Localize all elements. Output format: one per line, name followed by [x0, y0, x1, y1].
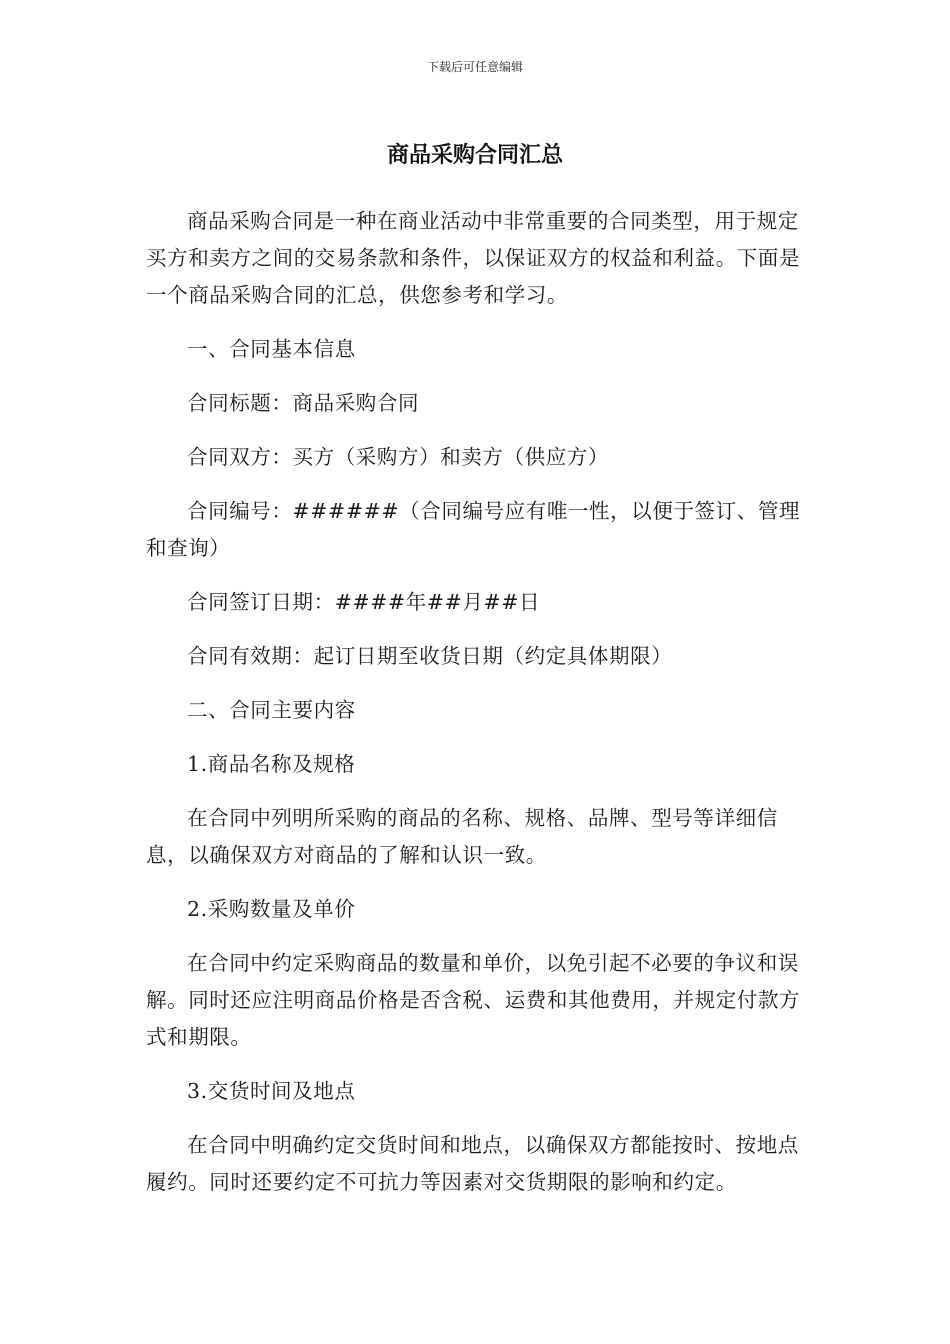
- section-heading-main-content: 二、合同主要内容: [187, 698, 356, 722]
- subheading-quantity-price: 2.采购数量及单价: [187, 897, 356, 921]
- paragraph-delivery: 在合同中明确约定交货时间和地点，以确保双方都能按时、按地点履约。同时还要约定不可抗力等因素对交货期限的影响和约定。: [146, 1133, 799, 1194]
- field-contract-parties: 合同双方：买方（采购方）和卖方（供应方）: [187, 445, 609, 469]
- header-note: 下载后可任意编辑: [426, 60, 523, 74]
- field-validity-period: 合同有效期：起订日期至收货日期（约定具体期限）: [187, 644, 673, 668]
- subheading-product-name: 1.商品名称及规格: [187, 752, 356, 776]
- paragraph-quantity-price: 在合同中约定采购商品的数量和单价，以免引起不必要的争议和误解。同时还应注明商品价格是否含税、运费和其他费用，并规定付款方式和期限。: [146, 951, 801, 1049]
- field-signing-date: 合同签订日期：####年##月##日: [187, 590, 541, 614]
- paragraph-product-name: 在合同中列明所采购的商品的名称、规格、品牌、型号等详细信息，以确保双方对商品的了解和认识一致。: [146, 806, 778, 867]
- field-contract-title: 合同标题：商品采购合同: [187, 391, 420, 415]
- section-heading-basic-info: 一、合同基本信息: [187, 337, 356, 361]
- field-contract-number: 合同编号：######（合同编号应有唯一性，以便于签订、管理和查询）: [146, 499, 801, 560]
- document-body: [146, 203, 810, 1218]
- paragraph-intro: 商品采购合同是一种在商业活动中非常重要的合同类型，用于规定买方和卖方之间的交易条款和条件，以保证双方的权益和利益。下面是一个商品采购合同的汇总，供您参考和学习。: [146, 209, 801, 307]
- subheading-delivery: 3.交货时间及地点: [187, 1079, 356, 1103]
- document-title: 商品采购合同汇总: [386, 143, 563, 168]
